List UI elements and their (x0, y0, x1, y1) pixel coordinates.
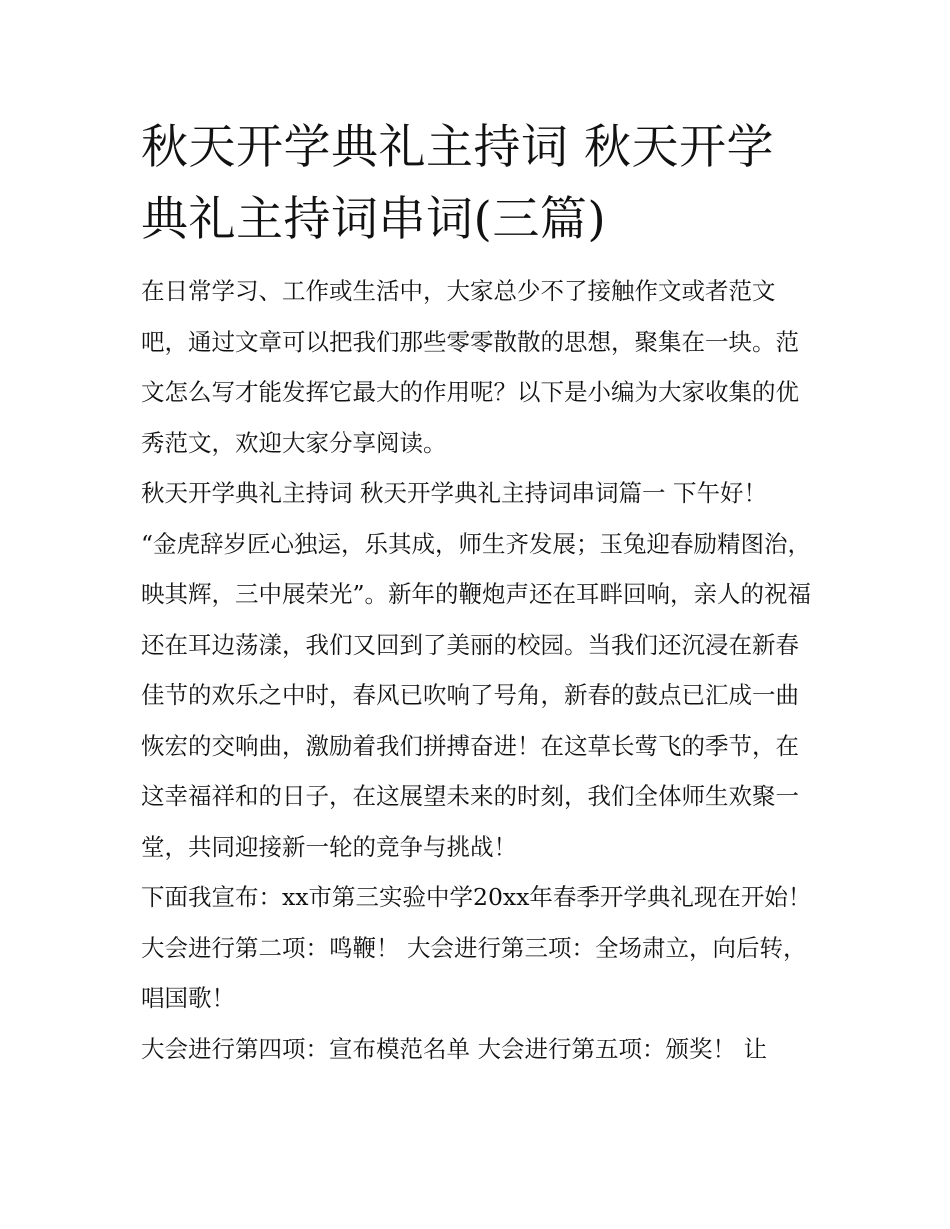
section-heading-paragraph: 秋天开学典礼主持词 秋天开学典礼主持词串词篇一 下午好！ (141, 479, 767, 507)
awards-paragraph: 大会进行第四项：宣布模范名单 大会进行第五项：颁奖！ 让 (141, 1034, 767, 1063)
intro-paragraph: 在日常学习、工作或生活中，大家总少不了接触作文或者范文吧，通过文章可以把我们那些零零散散的思想，聚集在一块。范文怎么写才能发挥它最大的作用呢？以下是小编为大家收集的优秀范文，欢迎大家分享阅读。 (141, 277, 799, 457)
ceremony-announcement-paragraph: 下面我宣布：xx市第三实验中学20xx年春季开学典礼现在开始！ 大会进行第二项：鸣鞭！ 大会进行第三项：全场肃立，向后转，唱国歌！ (141, 883, 812, 1012)
document-title: 秋天开学典礼主持词 秋天开学典礼主持词串词(三篇) (141, 120, 774, 247)
opening-speech-paragraph: “金虎辞岁匠心独运，乐其成，师生齐发展；玉兔迎春励精图治，映其辉，三中展荣光”。新年的鞭炮声还在耳畔回响，亲人的祝福还在耳边荡漾，我们又回到了美丽的校园。当我们还沉浸在新春佳节的欢乐之中时，春风已吹响了号角，新春的鼓点已汇成一曲恢宏的交响曲，激励着我们拼搏奋进！在这草长莺飞的季节，在这幸福祥和的日子，在这展望未来的时刻，我们全体师生欢聚一堂，共同迎接新一轮的竞争与挑战！ (141, 529, 812, 861)
document-body (141, 112, 813, 1074)
